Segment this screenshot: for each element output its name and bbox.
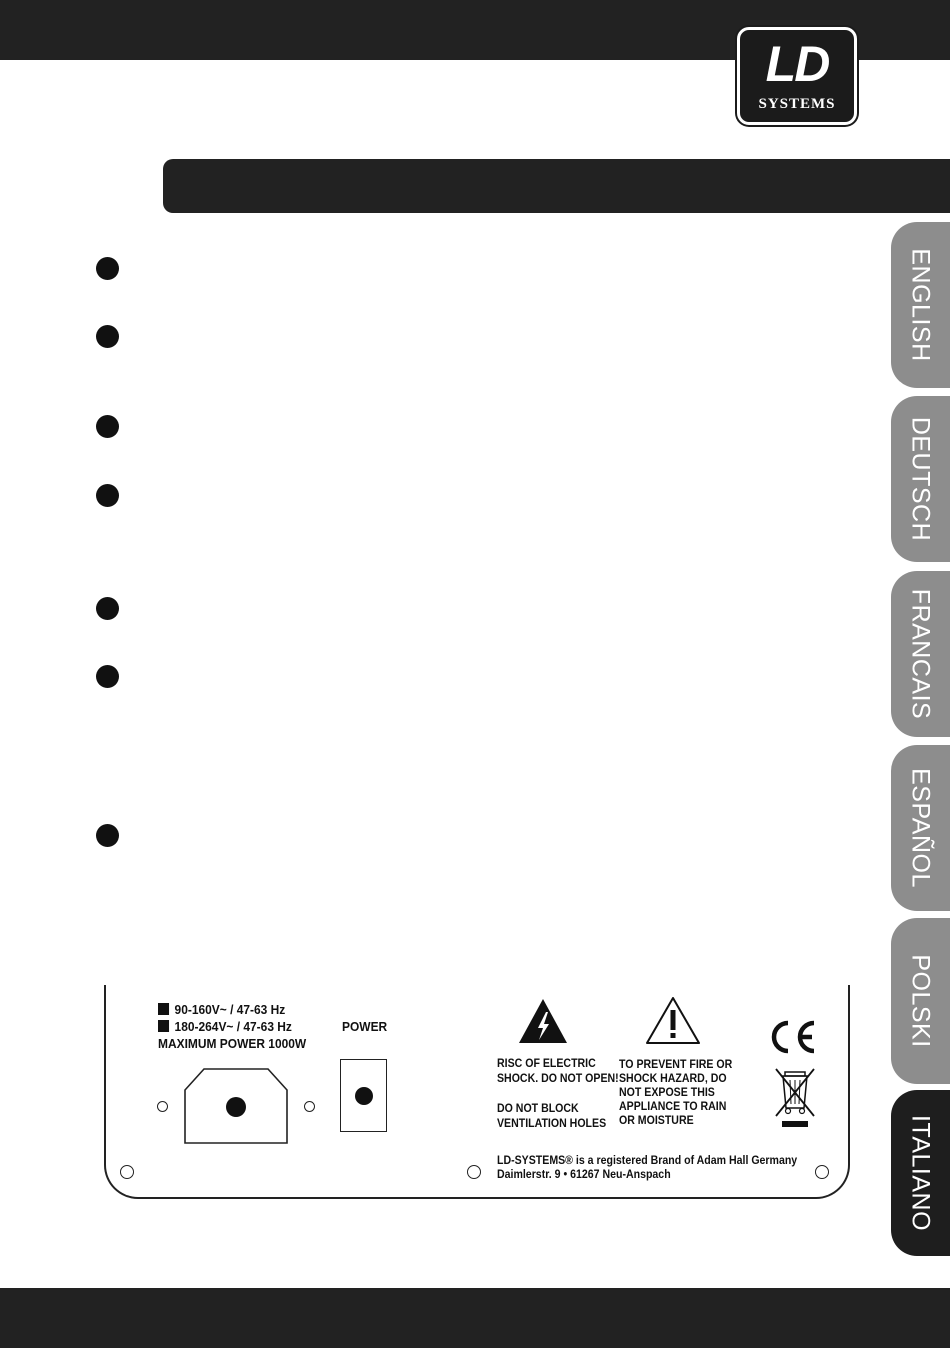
tab-deutsch[interactable] <box>891 396 950 562</box>
panel-mount-hole-3 <box>815 1165 829 1179</box>
iec-power-inlet-icon <box>184 1068 288 1144</box>
ventilation-line-1: DO NOT BLOCK <box>497 1103 579 1115</box>
voltage-checkbox-2 <box>158 1020 169 1032</box>
tab-label: DEUTSCH <box>906 416 935 542</box>
power-switch <box>340 1059 387 1132</box>
screw-hole-right <box>304 1101 315 1112</box>
tab-francais[interactable] <box>891 571 950 737</box>
bullet-6 <box>96 665 119 688</box>
tab-english[interactable] <box>891 222 950 388</box>
ld-systems-logo <box>737 27 857 125</box>
voltage-checkbox-1 <box>158 1003 169 1015</box>
tab-label: ESPAÑOL <box>906 768 935 888</box>
voltage-option-2 <box>158 1019 292 1035</box>
voltage-option-1 <box>158 1002 285 1018</box>
panel-mount-hole-1 <box>120 1165 134 1179</box>
bullet-4 <box>96 484 119 507</box>
brand-registration-line: LD-SYSTEMS® is a registered Brand of Adam Hall Germany <box>497 1155 798 1167</box>
power-label: POWER <box>342 1019 388 1034</box>
tab-label: FRANCAIS <box>906 588 935 720</box>
bullet-7 <box>96 824 119 847</box>
footer-bar <box>0 1288 950 1348</box>
fire-warning-line-4: APPLIANCE TO RAIN <box>619 1101 727 1113</box>
fire-warning-line-5: OR MOISTURE <box>619 1115 694 1127</box>
tab-espanol[interactable] <box>891 745 950 911</box>
bullet-2 <box>96 325 119 348</box>
weee-bin-icon <box>774 1066 816 1128</box>
voltage-1-text: 90-160V~ / 47-63 Hz <box>174 1002 286 1017</box>
section-title-bar <box>163 159 950 213</box>
tab-label: ENGLISH <box>906 248 935 362</box>
panel-mount-hole-2 <box>467 1165 481 1179</box>
logo-sub-text: SYSTEMS <box>758 96 836 112</box>
tab-italiano[interactable] <box>891 1090 950 1256</box>
screw-hole-left <box>157 1101 168 1112</box>
fire-warning-line-1: TO PREVENT FIRE OR <box>619 1059 733 1071</box>
fire-warning-line-3: NOT EXPOSE THIS <box>619 1087 715 1099</box>
bullet-5 <box>96 597 119 620</box>
shock-warning-line-2: SHOCK. DO NOT OPEN! <box>497 1073 619 1085</box>
lightning-warning-icon <box>518 998 568 1044</box>
logo-main-text: LD <box>765 36 829 92</box>
bullet-3 <box>96 415 119 438</box>
brand-address-line: Daimlerstr. 9 • 61267 Neu-Anspach <box>497 1169 671 1181</box>
tab-label: POLSKI <box>906 954 935 1048</box>
tab-label: ITALIANO <box>906 1114 935 1232</box>
max-power-label: MAXIMUM POWER 1000W <box>158 1036 307 1051</box>
shock-warning-line-1: RISC OF ELECTRIC <box>497 1058 596 1070</box>
power-switch-knob <box>355 1087 373 1105</box>
ce-mark-icon <box>766 1018 820 1056</box>
fire-warning-line-2: SHOCK HAZARD, DO <box>619 1073 727 1085</box>
bullet-1 <box>96 257 119 280</box>
ventilation-line-2: VENTILATION HOLES <box>497 1118 607 1130</box>
exclamation-warning-icon <box>645 996 701 1045</box>
voltage-2-text: 180-264V~ / 47-63 Hz <box>174 1019 292 1034</box>
tab-polski[interactable] <box>891 918 950 1084</box>
